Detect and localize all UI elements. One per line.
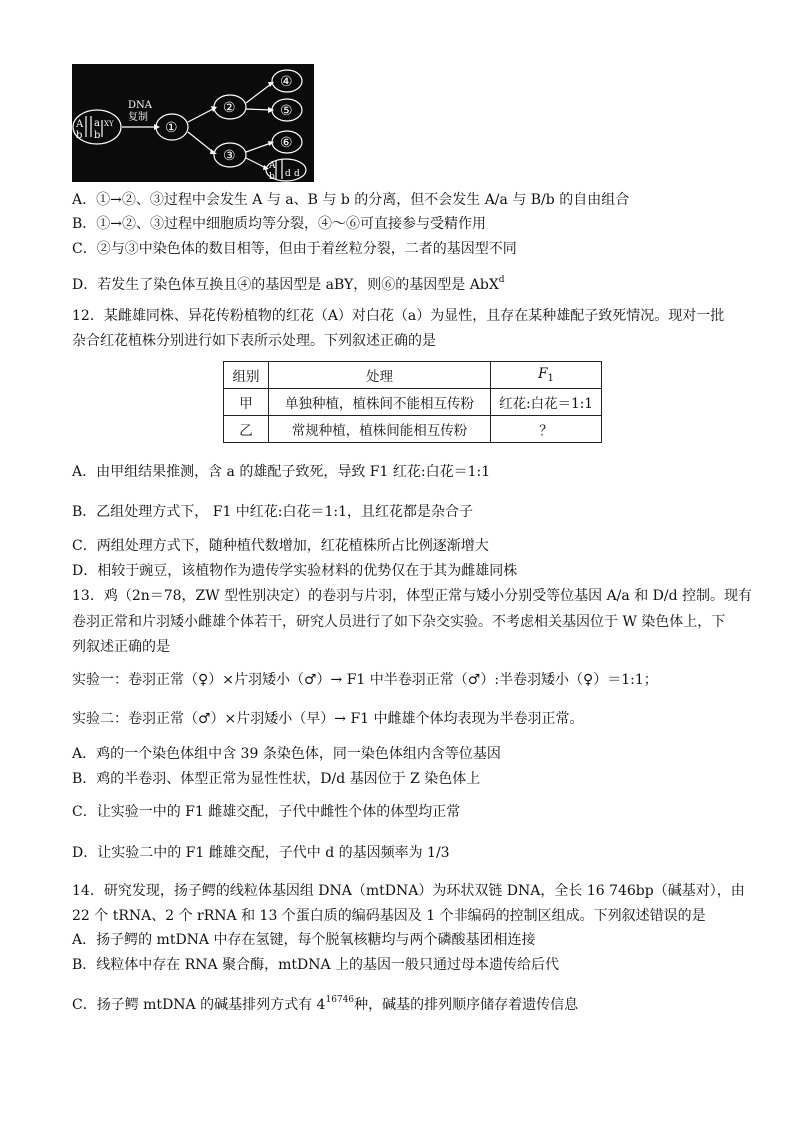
q12-stem-2: 杂合红花植株分别进行如下表所示处理。下列叙述正确的是 xyxy=(72,333,436,349)
q11-option-b: B．①→②、③过程中细胞质均等分裂，④～⑥可直接参与受精作用 xyxy=(72,216,487,232)
q13-stem-1: 13．鸡（2n＝78，ZW 型性别决定）的卷羽与片羽，体型正常与矮小分别受等位基因 A/a 和 D/d 控制。现有 xyxy=(72,588,752,604)
q13-stem-2: 卷羽正常和片羽矮小雌雄个体若干，研究人员进行了如下杂交实验。不考虑相关基因位于 W 染色体上，下 xyxy=(72,614,726,630)
q13-option-c: C．让实验一中的 F1 雌雄交配，子代中雌性个体的体型均正常 xyxy=(72,804,461,820)
q13-option-b: B．鸡的半卷羽、体型正常为显性性状，D/d 基因位于 Z 染色体上 xyxy=(72,771,481,787)
header-f1: $F_1$ xyxy=(491,362,602,389)
cell7-gene-b: b xyxy=(269,172,275,182)
q12-stem-1: 12．某雌雄同株、异花传粉植物的红花（A）对白花（a）为显性，且存在某种雄配子致死情况。现对一批 xyxy=(72,308,725,324)
q12-option-b: B．乙组处理方式下， F1 中红花:白花＝1:1，且红花都是杂合子 xyxy=(72,504,474,520)
q14-option-a: A．扬子鳄的 mtDNA 中存在氢键，每个脱氧核糖均与两个磷酸基团相连接 xyxy=(72,932,536,948)
cell7-gene-A: A xyxy=(269,161,276,171)
q11-option-d: D．若发生了染色体互换且④的基因型是 aBY，则⑥的基因型是 AbX$^d$ xyxy=(72,275,505,293)
gene-a: a xyxy=(94,118,100,129)
cell-result: 红花:白花＝1:1 xyxy=(491,389,602,416)
q12-option-a: A．由甲组结果推测，含 a 的雄配子致死，导致 F1 红花:白花＝1:1 xyxy=(72,464,491,480)
dna-label: DNA xyxy=(128,100,152,111)
label-1: ① xyxy=(165,120,178,136)
q11-option-a: A．①→②、③过程中会发生 A 与 a、B 与 b 的分离，但不会发生 A/a 与 B/b 的自由组合 xyxy=(72,192,630,208)
gene-B: b xyxy=(76,130,83,141)
q14-stem-2: 22 个 tRNA、2 个 rRNA 和 13 个蛋白质的编码基因及 1 个非编码的控制区组成。下列叙述错误的是 xyxy=(72,908,706,924)
table-header-row xyxy=(224,362,602,389)
cell-treatment: 常规种植，植株间能相互传粉 xyxy=(269,416,491,443)
q11-option-c: C．②与③中染色体的数目相等，但由于着丝粒分裂，二者的基因型不同 xyxy=(72,241,517,257)
q12-option-c: C．两组处理方式下，随种植代数增加，红花植株所占比例逐渐增大 xyxy=(72,538,489,554)
header-treatment: 处理 xyxy=(269,362,491,389)
q13-experiment-1: 实验一：卷羽正常（♀）×片羽矮小（♂）→ F1 中半卷羽正常（♂）:半卷羽矮小（♀）＝1:1； xyxy=(72,672,658,688)
q13-option-a: A．鸡的一个染色体组中含 39 条染色体，同一染色体组内含等位基因 xyxy=(72,746,501,762)
q13-experiment-2: 实验二：卷羽正常（♂）×片羽矮小（早）→ F1 中雌雄个体均表现为半卷羽正常。 xyxy=(72,711,584,727)
table-row xyxy=(224,416,602,443)
label-4: ④ xyxy=(280,74,293,90)
table-row xyxy=(224,389,602,416)
q14-option-b: B．线粒体中存在 RNA 聚合酶，mtDNA 上的基因一般只通过母本遗传给后代 xyxy=(72,957,560,973)
header-group: 组别 xyxy=(224,362,269,389)
gene-A: A xyxy=(76,119,84,130)
label-5: ⑤ xyxy=(280,103,293,119)
q14-option-c: C．扬子鳄 mtDNA 的碱基排列方式有 $4^{16746}$种，碱基的排列顺序储存着遗传信息 xyxy=(72,995,579,1013)
meiosis-diagram-svg xyxy=(72,64,314,182)
cell-group: 乙 xyxy=(224,416,269,443)
label-3: ③ xyxy=(223,148,236,164)
cell-group: 甲 xyxy=(224,389,269,416)
gene-b: b xyxy=(94,130,101,141)
q12-table xyxy=(223,361,602,443)
chrom-xy: XY xyxy=(104,120,114,128)
q12-option-d: D．相较于豌豆，该植物作为遗传学实验材料的优势仅在于其为雌雄同株 xyxy=(72,563,518,579)
cell7-gene-d2: d xyxy=(294,169,300,179)
q13-stem-3: 列叙述正确的是 xyxy=(72,639,170,655)
meiosis-diagram xyxy=(72,64,314,182)
q13-option-d: D．让实验二中的 F1 雌雄交配，子代中 d 的基因频率为 1/3 xyxy=(72,845,450,861)
label-6: ⑥ xyxy=(280,135,293,151)
cell7-gene-d1: d xyxy=(285,169,291,179)
cell-result: ？ xyxy=(491,416,602,443)
label-2: ② xyxy=(223,100,236,116)
cell-treatment: 单独种植，植株间不能相互传粉 xyxy=(269,389,491,416)
q14-stem-1: 14．研究发现，扬子鳄的线粒体基因组 DNA（mtDNA）为环状双链 DNA，全长 16 746bp（碱基对），由 xyxy=(72,883,745,899)
replication-label: 复制 xyxy=(128,112,148,123)
